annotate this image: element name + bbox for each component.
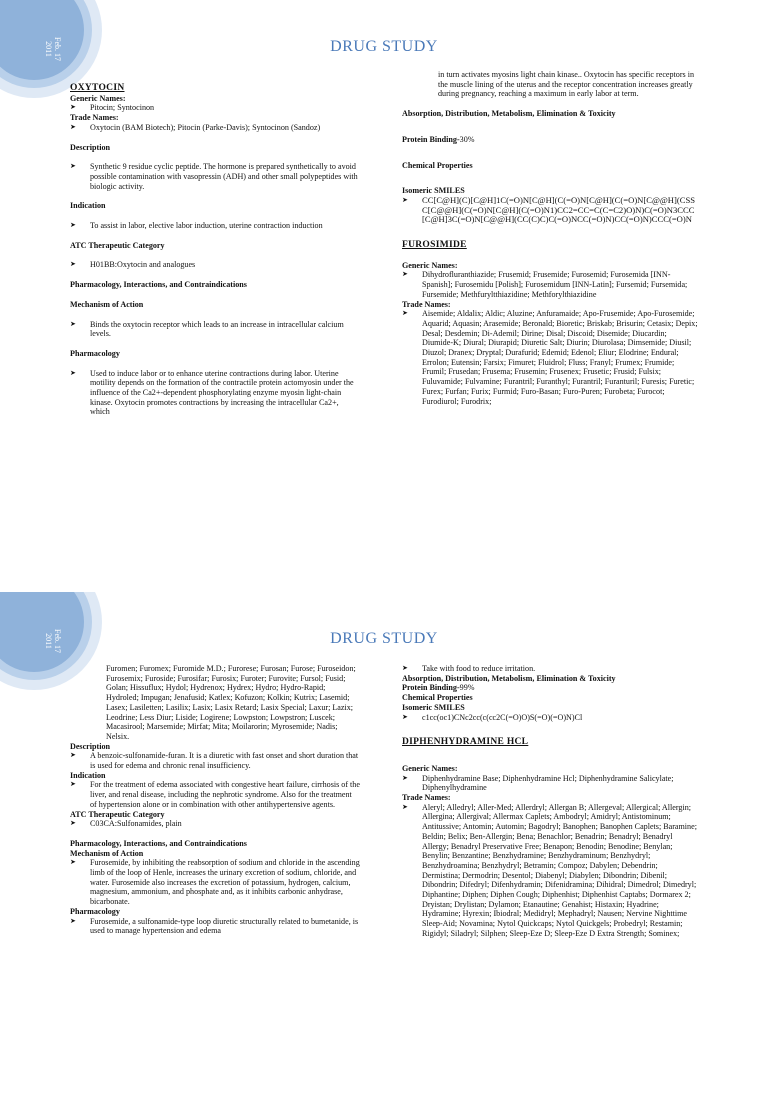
pharmacology-text: ➤ Furosemide, a sulfonamide-type loop diuretic structurally related to bumetanide, is used to manage hypertension and edema bbox=[70, 917, 360, 936]
indication-label: Indication bbox=[70, 201, 106, 211]
protein-binding: Protein Binding-30% bbox=[402, 134, 475, 144]
adme-label: Absorption, Distribution, Metabolism, Elimination & Toxicity bbox=[402, 673, 616, 683]
drug-heading: FUROSIMIDE bbox=[402, 240, 467, 251]
atc-label: ATC Therapeutic Category bbox=[70, 240, 165, 250]
moa-text: ➤ Furosemide, by inhibiting the reabsorption of sodium and chloride in the ascending limb of the loop of Henle, increases the urinary excretion of sodium, chloride, and water. Furosemide also increases the excretion of potassium, hydrogen, calcium, magnesium, ammonium, and phosphate and, as it inhibits carbonic anhydrase, bicarbonate. bbox=[70, 858, 360, 907]
description-text: ➤ Synthetic 9 residue cyclic peptide. The hormone is prepared synthetically to avoid possible contamination with vasopressin (ADH) and other small polypeptides with biologic activity. bbox=[70, 162, 360, 191]
trade-names: ➤ Aleryl; Alledryl; Aller-Med; Allerdryl; Allergan B; Allergeval; Allergical; Allergin; Allergina; Allergival; Allermax Caplets; Ambodryl; Amidryl; Antistominum; Antitussive; Antomin; Automin; Bagodryl; Banophen; Banophen Caplets; Baramine; Beldin; Belix; Ben-Allergin; Bena; Benachlor; Benadrin; Benadryl; Benadryl Allergy; Benadryl Preservative Free; Benapon; Benodin; Benodine; Benylan; Benylin; Benzantine; Benzhydramine; Benzhydraminum; Benzhydryl; Benzhydroamina; Benzhydryl; Betramin; Compoz; Dabylen; Debendrin; Dermistina; Dermodrin; Desentol; Diabenyl; Diabylen; Dibondrin; Dibenil; Dibondrin; Difedryl; Difenhydramin; Difenidramina; Dihidral; Dimedrol; Dimedryl; Diphantine; Diphen; Diphen Cough; Diphenhist; Diphenhist Captabs; Dormarex 2; Dryistan; Drylistan; Dylamon; Etanautine; Genahist; Histaxin; Hyadrine; Hydramine; Hyrexin; Ibiodral; Medidryl; Mephadryl; Nausen; Nervine Nighttime Sleep-Aid; Novamina; Nytol Quickcaps; Nytol Quickgels; Probedryl; Restamin; Rigidyl; Siladryl; Silphen; Sleep-Eze D; Sleep-Eze D Extra Strength; Sominex; bbox=[402, 803, 698, 939]
pharmacology-label: Pharmacology bbox=[70, 348, 120, 358]
atc-text: ➤ H01BB:Oxytocin and analogues bbox=[70, 260, 360, 270]
generic-names: ➤ Pitocin; Syntocinon bbox=[70, 103, 360, 113]
generic-names: ➤ Dihydrofluranthiazide; Frusemid; Frusemide; Furosemid; Furosemida [INN-Spanish]; Furosemidu [Polish]; Furosemidum [INN-Latin]; Fursemid; Fursemida; Fursemide; Methfuryltthiazidine; Methforylthiazidine bbox=[402, 270, 698, 299]
generic-label: Generic Names: bbox=[402, 260, 458, 270]
moa-label: Mechanism of Action bbox=[70, 299, 144, 309]
right-column bbox=[402, 664, 698, 939]
date-label: Feb. 17 2011 bbox=[44, 37, 62, 61]
smiles-label: Isomeric SMILES bbox=[402, 186, 465, 196]
generic-names: ➤ Diphenhydramine Base; Diphenhydramine Hcl; Diphenhydramine Salicylate; Diphenylhydramine bbox=[402, 774, 698, 793]
smiles-text: ➤ c1cc(oc1)CNc2cc(c(cc2C(=O)O)S(=O)(=O)N)Cl bbox=[402, 713, 698, 723]
page-title: DRUG STUDY bbox=[330, 630, 438, 647]
page-2 bbox=[0, 592, 768, 1104]
pharmacology-text: ➤ Used to induce labor or to enhance uterine contractions during labor. Uterine motility depends on the formation of the contractile protein actomyosin under the influence of the Ca2+-dependent phosphorylating enzyme myosin light-chain kinase. Oxytocin promotes contractions by increasing the intracellular Ca2+, which bbox=[70, 369, 360, 418]
smiles-label: Isomeric SMILES bbox=[402, 702, 465, 712]
continuation-text: in turn activates myosins light chain kinase.. Oxytocin has specific receptors in the muscle lining of the uterus and the receptor concentration increases greatly during pregnancy, reaching a maximum in early labor at term. bbox=[438, 70, 695, 99]
pharm-interactions-label: Pharmacology, Interactions, and Contraindications bbox=[70, 838, 247, 848]
smiles-text: ➤ CC[C@H](C)[C@H]1C(=O)N[C@H](C(=O)N[C@H](C(=O)N[C@@H](CSSC[C@@H](C(=O)N[C@H](C(=O)N1)CC2=CC=C(C=C2)O)N)C(=O)N3CCC[C@H]3C(=O)N[C@@H](CC(C)C)C(=O)NCC(=O)N)CC(=O)N)CCC(=O)N bbox=[402, 196, 698, 225]
generic-label: Generic Names: bbox=[402, 763, 458, 773]
left-column bbox=[70, 84, 360, 417]
trade-names: ➤ Oxytocin (BAM Biotech); Pitocin (Parke-Davis); Syntocinon (Sandoz) bbox=[70, 123, 360, 133]
protein-binding: Protein Binding-99% bbox=[402, 683, 475, 693]
trade-label: Trade Names: bbox=[402, 299, 451, 309]
description-label: Description bbox=[70, 142, 111, 152]
generic-label: Generic Names: bbox=[70, 93, 126, 103]
adme-label: Absorption, Distribution, Metabolism, Elimination & Toxicity bbox=[402, 109, 616, 119]
food-note: ➤ Take with food to reduce irritation. bbox=[402, 664, 698, 674]
drug-heading: OXYTOCIN bbox=[70, 83, 125, 93]
trade-label: Trade Names: bbox=[402, 793, 451, 803]
page-title: DRUG STUDY bbox=[330, 38, 438, 55]
page-1 bbox=[0, 0, 768, 512]
chemical-properties-label: Chemical Properties bbox=[402, 160, 473, 170]
trade-names-continued: Furomen; Furomex; Furomide M.D.; Furorese; Furosan; Furose; Furoseidon; Furosemix; Furoside; Furosifar; Furosix; Furoter; Furovite; Fursol; Fusid; Golan; Hissuflux; Hydol; Hydrenox; Hydrex; Hydro; Hydro-Rapid; Hydroled; Impugan; Jenafusid; Katlex; Kofuzon; Kolkin; Kutrix; Lasemid; Lasex; Lasiletten; Lasilix; Lasix; Lasix Retard; Lasix Special; Laxur; Lazix; Leodrine; Less Diur; Liside; Logirene; Lowpston; Lowpstron; Luscek; Macasirool; Marsemide; Mirfat; Mita; Moilarorin; Myrosemide; Nadis; Nelsix. bbox=[106, 664, 356, 741]
atc-text: ➤ C03CA:Sulfonamides, plain bbox=[70, 819, 360, 829]
drug-heading: DIPHENHYDRAMINE HCL bbox=[402, 737, 529, 748]
description-text: ➤ A benzoic-sulfonamide-furan. It is a diuretic with fast onset and short duration that is used for edema and chronic renal insufficiency. bbox=[70, 751, 360, 770]
indication-label: Indication bbox=[70, 770, 106, 780]
chemical-properties-label: Chemical Properties bbox=[402, 693, 473, 703]
right-column bbox=[402, 70, 698, 406]
moa-text: ➤ Binds the oxytocin receptor which leads to an increase in intracellular calcium levels. bbox=[70, 320, 360, 339]
pharmacology-label: Pharmacology bbox=[70, 906, 120, 916]
pharm-interactions-label: Pharmacology, Interactions, and Contraindications bbox=[70, 280, 247, 290]
moa-label: Mechanism of Action bbox=[70, 848, 144, 858]
trade-names: ➤ Aisemide; Aldalix; Aldic; Aluzine; Anfuramaide; Apo-Frusemide; Apo-Furosemide; Aquarid; Aquasin; Arasemide; Beronald; Bioretic; Briskab; Brisurin; Cetasix; Depix; Desal; Desdemin; Di-Ademil; Dirine; Disal; Discoid; Disemide; Diucardin; Diumide-K; Diural; Diurapid; Diuretic Salt; Diurin; Diurolasa; Dimsemide; Diusil; Diuzol; Dranex; Dryptal; Durafurid; Edemid; Edenol; Eliur; Elodrine; Endural; Errolon; Eutensin; Farsix; Fimuret; Fluidrol; Fluss; Franyl; Frumex; Frumide; Frumil; Frusedan; Frusema; Frusemin; Frusenex; Frusetic; Frusid; Fulsix; Fuluvamide; Fulvamine; Furantril; Furanthyl; Furantril; Furanturil; Furesis; Furetic; Furex; Furfan; Furix; Furmid; Furo-Basan; Furo-Puren; Furobeta; Furocot; Furodiurol; Furodrix; bbox=[402, 309, 698, 406]
indication-text: ➤ To assist in labor, elective labor induction, uterine contraction induction bbox=[70, 221, 360, 231]
date-label: Feb. 17 2011 bbox=[44, 629, 62, 653]
description-label: Description bbox=[70, 741, 111, 751]
indication-text: ➤ For the treatment of edema associated with congestive heart failure, cirrhosis of the liver, and renal disease, including the nephrotic syndrome. Also for the treatment of hypertension alone or in combination with other antihypertensive agents. bbox=[70, 780, 360, 809]
left-column bbox=[70, 664, 360, 936]
atc-label: ATC Therapeutic Category bbox=[70, 809, 165, 819]
trade-label: Trade Names: bbox=[70, 113, 119, 123]
